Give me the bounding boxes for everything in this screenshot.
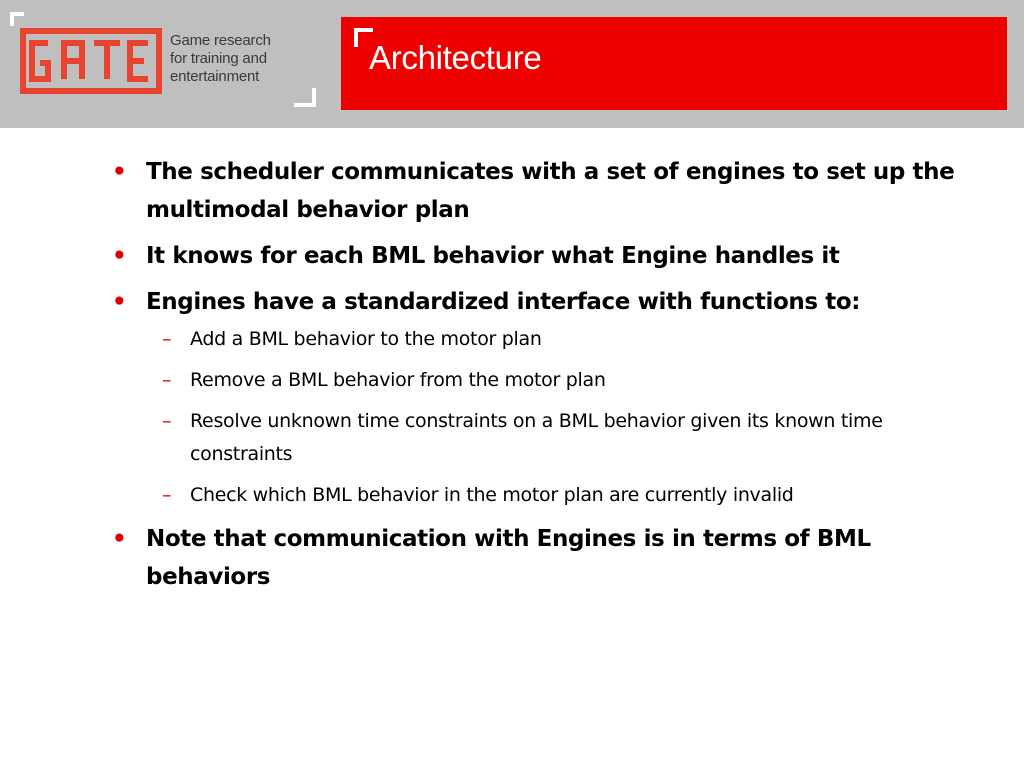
logo-tagline-line: for training and — [170, 50, 267, 67]
bullet-item — [112, 283, 982, 321]
sub-bullet-marker: – — [162, 410, 172, 432]
bullet-item — [112, 237, 982, 275]
bullet-item — [112, 153, 982, 229]
sub-bullet-item — [112, 405, 982, 471]
sub-bullet-marker: – — [162, 369, 172, 391]
sub-bullet-text: Remove a BML behavior from the motor plan — [190, 369, 606, 391]
sub-bullet-item — [112, 323, 982, 356]
sub-bullet-item — [112, 364, 982, 397]
logo-tagline — [170, 32, 310, 86]
sub-bullet-item — [112, 479, 982, 512]
bullet-marker: • — [112, 289, 127, 315]
slide-content — [112, 153, 982, 604]
bullet-marker: • — [112, 243, 127, 269]
sub-bullet-list — [112, 323, 982, 512]
bullet-item — [112, 520, 982, 596]
sub-bullet-text: Add a BML behavior to the motor plan — [190, 328, 542, 350]
slide-title: Architecture — [369, 39, 542, 76]
sub-bullet-text: Resolve unknown time constraints on a BML behavior given its known time constraints — [190, 410, 883, 465]
gate-logo — [20, 28, 162, 94]
corner-bracket-icon — [10, 12, 26, 28]
bullet-marker: • — [112, 159, 127, 185]
sub-bullet-marker: – — [162, 328, 172, 350]
corner-bracket-icon — [292, 86, 318, 108]
logo-panel — [0, 0, 337, 128]
bullet-text: Note that communication with Engines is in terms of BML behaviors — [146, 526, 871, 590]
bullet-marker: • — [112, 526, 127, 552]
title-bar — [341, 17, 1007, 110]
logo-tagline-line: entertainment — [170, 68, 260, 85]
bullet-text: The scheduler communicates with a set of engines to set up the multimodal behavior plan — [146, 159, 955, 223]
bullet-text: It knows for each BML behavior what Engine handles it — [146, 243, 840, 269]
sub-bullet-marker: – — [162, 484, 172, 506]
logo-tagline-line: Game research — [170, 32, 271, 49]
sub-bullet-text: Check which BML behavior in the motor plan are currently invalid — [190, 484, 794, 506]
bullet-text: Engines have a standardized interface with functions to: — [146, 289, 861, 315]
